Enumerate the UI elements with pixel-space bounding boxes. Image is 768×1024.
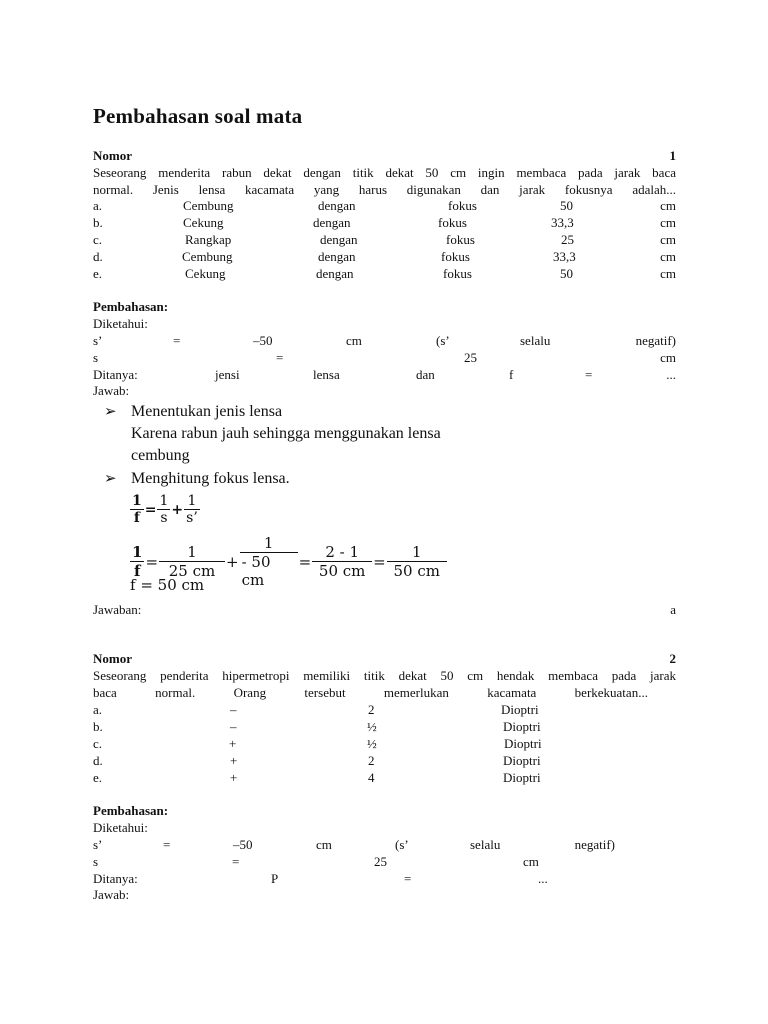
- math-term: s’: [186, 510, 198, 526]
- text-cell: Rangkap: [185, 232, 232, 247]
- text-cell: –: [230, 702, 237, 717]
- text-cell: =: [585, 367, 593, 382]
- text-cell: +: [230, 753, 238, 768]
- text-cell: cm: [660, 350, 676, 365]
- text-cell: –50: [233, 837, 253, 852]
- text-cell: Dioptri: [503, 719, 541, 734]
- question-label: Nomor: [93, 651, 132, 666]
- math-term: [157, 493, 170, 526]
- math-operator: +: [171, 501, 184, 518]
- text-cell: =: [404, 871, 412, 886]
- text-cell: Cekung: [185, 266, 226, 281]
- text-cell: a.: [93, 702, 103, 717]
- math-term: [387, 543, 447, 580]
- text-cell: cm: [660, 232, 676, 247]
- question-number: 1: [669, 148, 676, 163]
- text-cell: cm: [660, 215, 676, 230]
- step-1-title: Menentukan jenis lensa: [131, 403, 283, 420]
- text-cell: ...: [538, 871, 548, 886]
- text-cell: =: [276, 350, 284, 365]
- math-term: [130, 493, 144, 526]
- text-cell: (s’: [395, 837, 409, 852]
- text-cell: Ditanya:: [93, 367, 138, 382]
- pembahasan-heading: Pembahasan:: [93, 299, 169, 314]
- math-term: [240, 534, 298, 589]
- text-cell: 25: [374, 854, 387, 869]
- math-term: 1: [159, 493, 169, 509]
- jawab-label: Jawab:: [93, 887, 130, 902]
- text-cell: 50: [560, 266, 573, 281]
- text-cell: 50: [560, 198, 573, 213]
- math-operator: +: [226, 552, 239, 571]
- text-cell: 2: [368, 702, 375, 717]
- step-2-title: Menghitung fokus lensa.: [131, 470, 290, 487]
- text-cell: negatif): [635, 333, 676, 348]
- math-term: [130, 543, 144, 580]
- question-1-text-line2: normal. Jenis lensa kacamata yang harus digunakan dan jarak fokusnya adalah...: [93, 182, 676, 197]
- text-cell: e.: [93, 770, 103, 785]
- text-cell: selalu: [520, 333, 551, 348]
- text-cell: cm: [660, 249, 676, 264]
- text-cell: dengan: [318, 198, 356, 213]
- text-cell: c.: [93, 232, 103, 247]
- math-term: 25 cm: [168, 562, 216, 580]
- text-cell: fokus: [443, 266, 472, 281]
- text-cell: Cekung: [183, 215, 224, 230]
- arrow-bullet-icon: ➢: [104, 471, 117, 487]
- text-cell: d.: [93, 249, 103, 264]
- math-operator: =: [145, 552, 159, 571]
- question-2-text-line1: Seseorang penderita hipermetropi memiliki titik dekat 50 cm hendak membaca pada jarak: [93, 668, 676, 683]
- question-1-header: [93, 147, 676, 164]
- math-term: 1: [263, 534, 274, 552]
- text-cell: ...: [666, 367, 676, 382]
- text-cell: 2: [368, 753, 375, 768]
- math-operator: =: [298, 552, 312, 571]
- text-cell: dan: [416, 367, 435, 382]
- text-cell: b.: [93, 719, 103, 734]
- text-cell: s: [93, 854, 99, 869]
- math-term: s: [160, 510, 168, 526]
- text-cell: Dioptri: [503, 753, 541, 768]
- text-cell: dengan: [318, 249, 356, 264]
- text-cell: +: [230, 770, 238, 785]
- text-cell: cm: [316, 837, 332, 852]
- text-cell: dengan: [316, 266, 354, 281]
- text-cell: –: [230, 719, 237, 734]
- lens-formula: [130, 493, 200, 526]
- math-operator: =: [144, 501, 157, 518]
- page-title: Pembahasan soal mata: [93, 104, 303, 128]
- text-cell: Dioptri: [501, 702, 539, 717]
- text-cell: cm: [346, 333, 362, 348]
- text-cell: f: [509, 367, 514, 382]
- text-cell: =: [173, 333, 181, 348]
- text-cell: s’: [93, 333, 103, 348]
- text-cell: Dioptri: [504, 736, 542, 751]
- math-term: 50 cm: [318, 562, 366, 580]
- answer-label: Jawaban:: [93, 602, 142, 617]
- text-cell: c.: [93, 736, 103, 751]
- text-cell: s: [93, 350, 99, 365]
- math-operator: =: [373, 552, 386, 571]
- text-cell: 33,3: [551, 215, 574, 230]
- text-cell: d.: [93, 753, 103, 768]
- math-term: 1: [187, 493, 197, 509]
- text-cell: Dioptri: [503, 770, 541, 785]
- math-term: - 50 cm: [241, 553, 271, 589]
- text-cell: +: [229, 736, 237, 751]
- text-cell: Cembung: [182, 249, 233, 264]
- math-term: f: [133, 562, 141, 580]
- math-term: f: [133, 510, 140, 526]
- text-cell: 25: [561, 232, 574, 247]
- question-label: Nomor: [93, 148, 132, 163]
- text-cell: b.: [93, 215, 103, 230]
- text-cell: 25: [464, 350, 477, 365]
- math-term: 1: [187, 543, 197, 561]
- result-line: f = 50 cm: [130, 576, 205, 594]
- text-cell: Ditanya:: [93, 871, 138, 886]
- text-cell: Cembung: [183, 198, 234, 213]
- text-cell: cm: [660, 198, 676, 213]
- text-cell: s’: [93, 837, 103, 852]
- text-cell: =: [232, 854, 240, 869]
- text-cell: 33,3: [553, 249, 576, 264]
- text-cell: cm: [660, 266, 676, 281]
- text-cell: ½: [367, 719, 377, 734]
- text-cell: e.: [93, 266, 103, 281]
- text-cell: 4: [368, 770, 375, 785]
- text-cell: –50: [253, 333, 273, 348]
- answer-line: [93, 601, 676, 618]
- step-1-line-1: Karena rabun jauh sehingga menggunakan lensa: [131, 425, 441, 442]
- question-1-text-line1: Seseorang menderita rabun dekat dengan titik dekat 50 cm ingin membaca pada jarak baca: [93, 165, 676, 180]
- pembahasan-heading: Pembahasan:: [93, 803, 169, 818]
- text-cell: P: [271, 871, 279, 886]
- diketahui-label: Diketahui:: [93, 820, 148, 835]
- text-cell: jensi: [215, 367, 240, 382]
- text-cell: =: [163, 837, 171, 852]
- text-cell: negatif): [574, 837, 615, 852]
- jawab-label: Jawab:: [93, 383, 130, 398]
- text-cell: dengan: [320, 232, 358, 247]
- question-number: 2: [669, 651, 676, 666]
- question-2-header: [93, 650, 676, 667]
- text-cell: fokus: [448, 198, 477, 213]
- text-cell: ½: [367, 736, 377, 751]
- math-term: 1: [132, 493, 142, 509]
- arrow-bullet-icon: ➢: [104, 404, 117, 420]
- text-cell: lensa: [313, 367, 340, 382]
- math-term: [159, 543, 225, 580]
- text-cell: fokus: [441, 249, 470, 264]
- text-cell: fokus: [438, 215, 467, 230]
- text-cell: cm: [523, 854, 539, 869]
- math-term: 1: [132, 543, 143, 561]
- text-cell: selalu: [470, 837, 501, 852]
- question-2-text-line2: baca normal. Orang tersebut memerlukan kacamata berkekuatan...: [93, 685, 648, 700]
- math-term: [184, 493, 200, 526]
- text-cell: a.: [93, 198, 103, 213]
- answer-value: a: [670, 602, 676, 617]
- text-cell: dengan: [313, 215, 351, 230]
- text-cell: (s’: [436, 333, 450, 348]
- math-term: 1: [411, 543, 422, 561]
- step-1-line-2: cembung: [131, 447, 190, 464]
- math-term: [312, 543, 372, 580]
- math-term: 50 cm: [393, 562, 440, 580]
- text-cell: fokus: [446, 232, 475, 247]
- math-term: 2 - 1: [325, 543, 360, 561]
- diketahui-label: Diketahui:: [93, 316, 148, 331]
